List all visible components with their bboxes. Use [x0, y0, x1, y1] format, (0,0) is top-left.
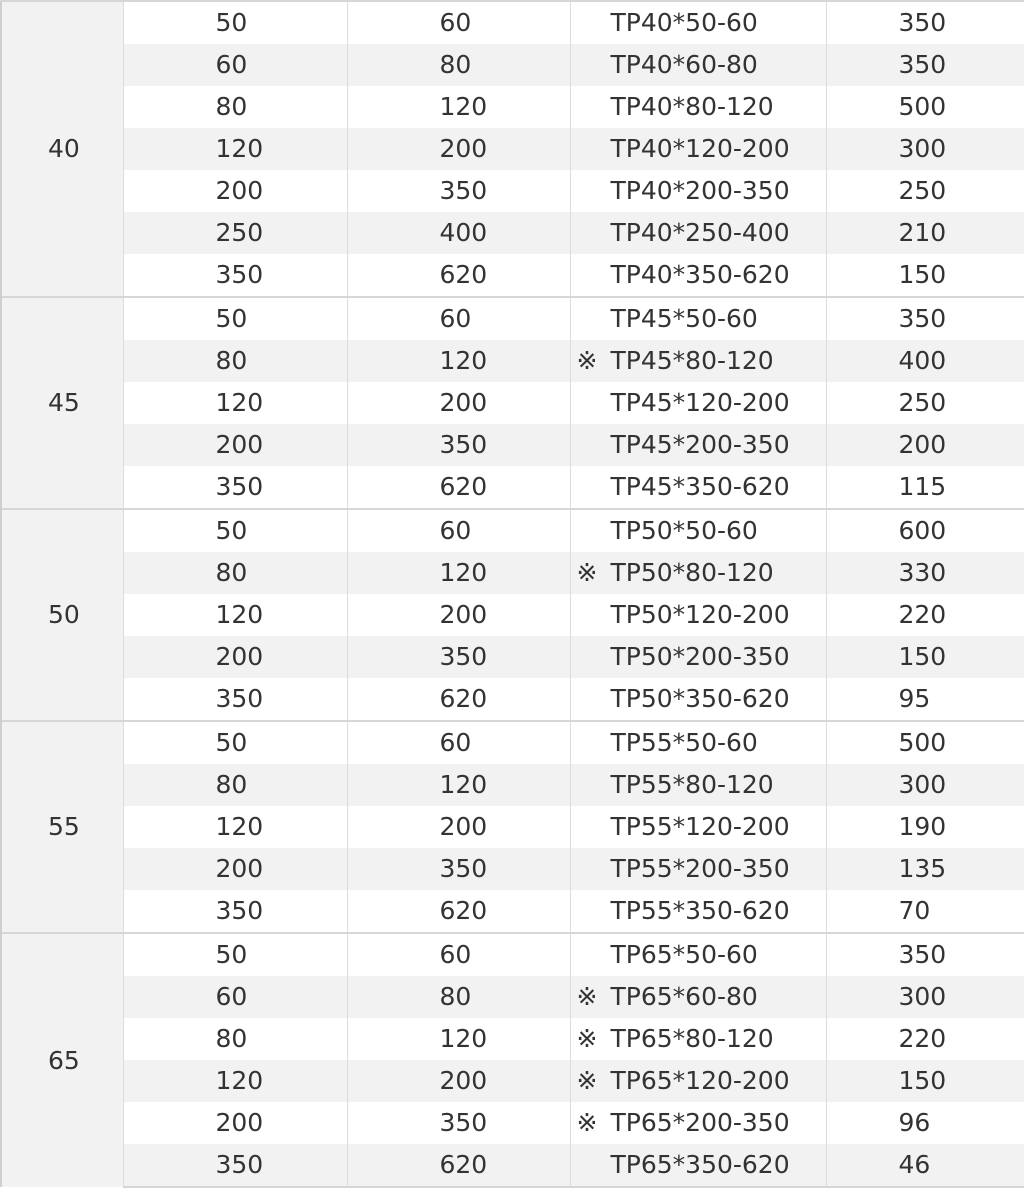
cell-col4: 150 [826, 636, 1024, 678]
cell-model [570, 44, 826, 86]
cell-col4: 96 [826, 1102, 1024, 1144]
reference-mark-icon: ※ [576, 346, 598, 375]
cell-col4: 350 [826, 44, 1024, 86]
model-code: TP65*120-200 [610, 1066, 790, 1095]
cell-col2: 350 [347, 170, 570, 212]
cell-col4: 135 [826, 848, 1024, 890]
cell-col2: 120 [347, 86, 570, 128]
cell-col4: 300 [826, 976, 1024, 1018]
cell-col4: 300 [826, 764, 1024, 806]
cell-col2: 120 [347, 1018, 570, 1060]
cell-col2: 350 [347, 848, 570, 890]
group-label-cell: 55 [1, 721, 123, 933]
table-row [1, 128, 1024, 170]
cell-col2: 200 [347, 594, 570, 636]
cell-model [570, 890, 826, 933]
cell-col4: 220 [826, 594, 1024, 636]
model-code: TP40*120-200 [610, 134, 790, 163]
cell-col1: 60 [123, 44, 347, 86]
cell-col4: 70 [826, 890, 1024, 933]
group-label-cell: 45 [1, 297, 123, 509]
table-row [1, 806, 1024, 848]
cell-col2: 200 [347, 382, 570, 424]
cell-col2: 120 [347, 764, 570, 806]
table-row [1, 848, 1024, 890]
table-row [1, 340, 1024, 382]
table-row [1, 382, 1024, 424]
cell-col2: 350 [347, 424, 570, 466]
cell-col2: 120 [347, 552, 570, 594]
model-code: TP65*60-80 [610, 982, 758, 1011]
cell-col1: 120 [123, 382, 347, 424]
table-row [1, 254, 1024, 297]
model-code: TP55*200-350 [610, 854, 790, 883]
cell-model [570, 212, 826, 254]
cell-model [570, 1060, 826, 1102]
cell-col2: 620 [347, 678, 570, 721]
model-code: TP50*80-120 [610, 558, 774, 587]
cell-col1: 200 [123, 1102, 347, 1144]
model-code: TP50*120-200 [610, 600, 790, 629]
cell-col1: 200 [123, 636, 347, 678]
cell-col2: 200 [347, 806, 570, 848]
cell-model [570, 806, 826, 848]
model-code: TP50*50-60 [610, 516, 758, 545]
cell-col2: 620 [347, 254, 570, 297]
reference-mark-icon: ※ [576, 1066, 598, 1095]
model-code: TP65*350-620 [610, 1150, 790, 1179]
cell-col4: 350 [826, 1, 1024, 44]
cell-model [570, 128, 826, 170]
cell-col4: 250 [826, 382, 1024, 424]
model-code: TP55*120-200 [610, 812, 790, 841]
table-row [1, 424, 1024, 466]
table-row [1, 764, 1024, 806]
model-code: TP40*350-620 [610, 260, 790, 289]
cell-col2: 620 [347, 1144, 570, 1187]
cell-col1: 350 [123, 678, 347, 721]
cell-col4: 350 [826, 297, 1024, 340]
cell-col4: 300 [826, 128, 1024, 170]
cell-model [570, 848, 826, 890]
cell-model [570, 86, 826, 128]
cell-col1: 120 [123, 128, 347, 170]
cell-model [570, 721, 826, 764]
cell-col2: 350 [347, 636, 570, 678]
table-row [1, 552, 1024, 594]
table-row [1, 170, 1024, 212]
cell-col2: 620 [347, 466, 570, 509]
cell-col1: 50 [123, 509, 347, 552]
model-code: TP40*60-80 [610, 50, 758, 79]
cell-col1: 350 [123, 254, 347, 297]
cell-col1: 350 [123, 1144, 347, 1187]
cell-col1: 80 [123, 1018, 347, 1060]
table-row [1, 297, 1024, 340]
cell-model [570, 424, 826, 466]
cell-col2: 60 [347, 509, 570, 552]
cell-model [570, 340, 826, 382]
table-row [1, 636, 1024, 678]
cell-col2: 60 [347, 933, 570, 976]
model-code: TP40*80-120 [610, 92, 774, 121]
reference-mark-icon: ※ [576, 1024, 598, 1053]
cell-model [570, 764, 826, 806]
table-row [1, 933, 1024, 976]
model-code: TP40*50-60 [610, 8, 758, 37]
table-row [1, 466, 1024, 509]
cell-col4: 46 [826, 1144, 1024, 1187]
cell-col1: 80 [123, 340, 347, 382]
cell-col4: 210 [826, 212, 1024, 254]
model-code: TP55*50-60 [610, 728, 758, 757]
cell-model [570, 509, 826, 552]
cell-col1: 350 [123, 890, 347, 933]
cell-model [570, 1144, 826, 1187]
cell-col2: 60 [347, 721, 570, 764]
cell-col4: 350 [826, 933, 1024, 976]
table-row [1, 1, 1024, 44]
model-code: TP65*200-350 [610, 1108, 790, 1137]
cell-col4: 95 [826, 678, 1024, 721]
table-row [1, 1102, 1024, 1144]
model-code: TP45*80-120 [610, 346, 774, 375]
cell-model [570, 976, 826, 1018]
cell-col1: 60 [123, 976, 347, 1018]
table-row [1, 1060, 1024, 1102]
model-code: TP45*50-60 [610, 304, 758, 333]
cell-col1: 50 [123, 721, 347, 764]
cell-model [570, 466, 826, 509]
cell-model [570, 1, 826, 44]
cell-col4: 500 [826, 721, 1024, 764]
reference-mark-icon: ※ [576, 982, 598, 1011]
cell-col4: 250 [826, 170, 1024, 212]
cell-col1: 80 [123, 764, 347, 806]
cell-col1: 200 [123, 424, 347, 466]
cell-col1: 120 [123, 1060, 347, 1102]
table-row [1, 86, 1024, 128]
cell-col4: 600 [826, 509, 1024, 552]
table-row [1, 509, 1024, 552]
cell-col2: 620 [347, 890, 570, 933]
cell-model [570, 1018, 826, 1060]
table-row [1, 1144, 1024, 1187]
table-row [1, 1018, 1024, 1060]
cell-model [570, 636, 826, 678]
table-row [1, 976, 1024, 1018]
group-label-cell: 65 [1, 933, 123, 1187]
cell-col1: 120 [123, 594, 347, 636]
model-code: TP55*80-120 [610, 770, 774, 799]
cell-model [570, 552, 826, 594]
cell-model [570, 254, 826, 297]
cell-model [570, 170, 826, 212]
cell-col2: 60 [347, 297, 570, 340]
model-code: TP50*350-620 [610, 684, 790, 713]
cell-model [570, 594, 826, 636]
spec-table-body [1, 1, 1024, 1187]
table-row [1, 890, 1024, 933]
cell-col1: 80 [123, 552, 347, 594]
cell-col2: 400 [347, 212, 570, 254]
model-code: TP45*200-350 [610, 430, 790, 459]
cell-col1: 120 [123, 806, 347, 848]
reference-mark-icon: ※ [576, 1108, 598, 1137]
cell-col1: 350 [123, 466, 347, 509]
table-row [1, 212, 1024, 254]
cell-col1: 200 [123, 848, 347, 890]
model-code: TP45*120-200 [610, 388, 790, 417]
cell-model [570, 1102, 826, 1144]
cell-col2: 120 [347, 340, 570, 382]
cell-col2: 200 [347, 1060, 570, 1102]
cell-model [570, 678, 826, 721]
cell-col4: 115 [826, 466, 1024, 509]
cell-col2: 60 [347, 1, 570, 44]
cell-col1: 80 [123, 86, 347, 128]
model-code: TP50*200-350 [610, 642, 790, 671]
cell-model [570, 297, 826, 340]
cell-col1: 50 [123, 933, 347, 976]
cell-col4: 330 [826, 552, 1024, 594]
cell-model [570, 933, 826, 976]
table-row [1, 721, 1024, 764]
cell-col1: 200 [123, 170, 347, 212]
table-row [1, 44, 1024, 86]
cell-col4: 220 [826, 1018, 1024, 1060]
cell-col4: 500 [826, 86, 1024, 128]
model-code: TP45*350-620 [610, 472, 790, 501]
group-label-cell: 40 [1, 1, 123, 297]
cell-col2: 350 [347, 1102, 570, 1144]
cell-col1: 50 [123, 297, 347, 340]
cell-col4: 150 [826, 1060, 1024, 1102]
group-label-cell: 50 [1, 509, 123, 721]
cell-col2: 80 [347, 976, 570, 1018]
cell-col1: 250 [123, 212, 347, 254]
cell-col4: 400 [826, 340, 1024, 382]
cell-col4: 150 [826, 254, 1024, 297]
cell-model [570, 382, 826, 424]
cell-col2: 80 [347, 44, 570, 86]
cell-col2: 200 [347, 128, 570, 170]
table-row [1, 594, 1024, 636]
model-code: TP40*200-350 [610, 176, 790, 205]
model-code: TP65*50-60 [610, 940, 758, 969]
cell-col4: 200 [826, 424, 1024, 466]
model-code: TP55*350-620 [610, 896, 790, 925]
cell-col4: 190 [826, 806, 1024, 848]
cell-col1: 50 [123, 1, 347, 44]
reference-mark-icon: ※ [576, 558, 598, 587]
table-row [1, 678, 1024, 721]
model-code: TP40*250-400 [610, 218, 790, 247]
model-code: TP65*80-120 [610, 1024, 774, 1053]
